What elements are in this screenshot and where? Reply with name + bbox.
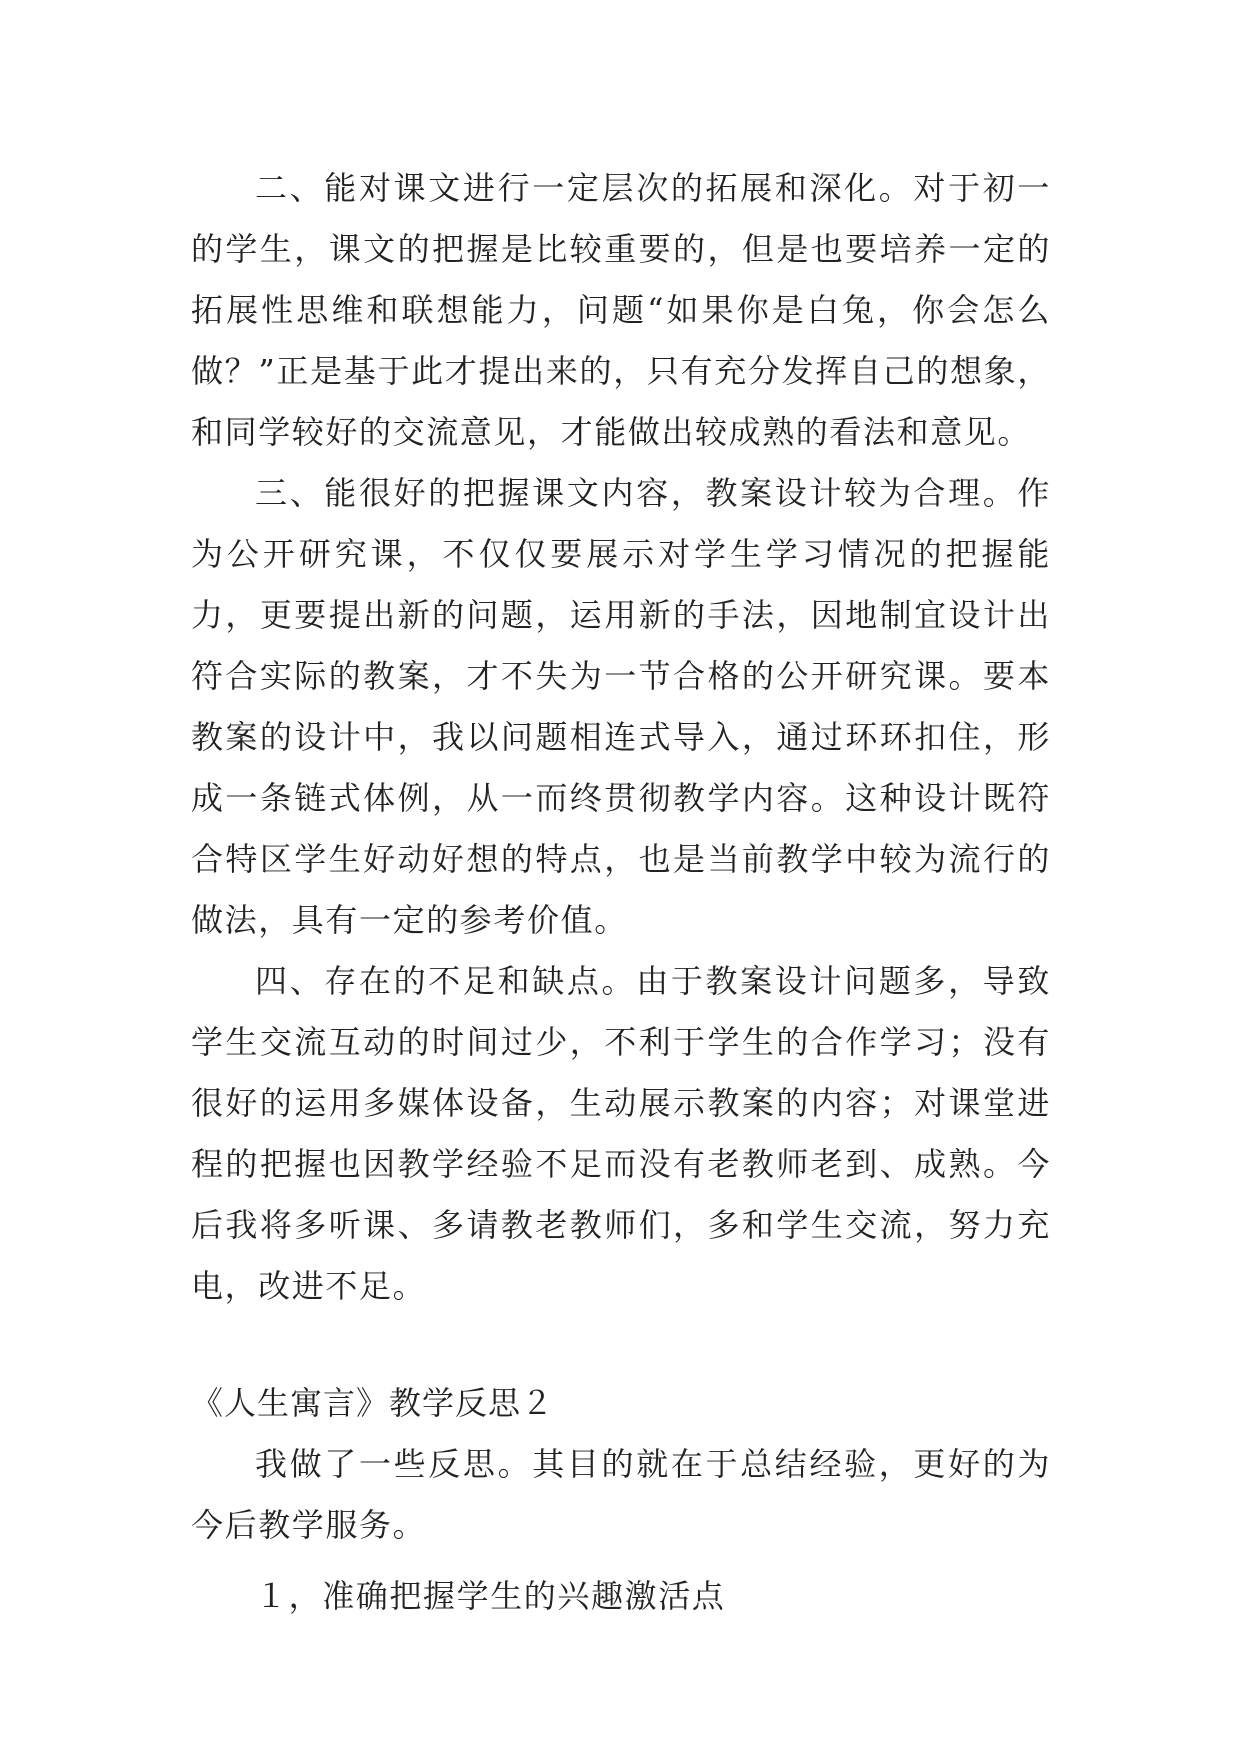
paragraph-reflection-intro: 我做了一些反思。其目的就在于总结经验，更好的为今后教学服务。 bbox=[191, 1445, 1051, 1544]
paragraph-point-1: １，准确把握学生的兴趣激活点 bbox=[255, 1577, 726, 1615]
document-body bbox=[191, 158, 1051, 1627]
paragraph-extension-depth: 二、能对课文进行一定层次的拓展和深化。对于初一的学生，课文的把握是比较重要的，但是也要培养一定的拓展性思维和联想能力，问题“如果你是白兔，你会怎么做？”正是基于此才提出来的，只有充分发挥自己的想象，和同学较好的交流意见，才能做出较成熟的看法和意见。 bbox=[191, 169, 1051, 451]
section-title: 《人生寓言》教学反思２ bbox=[191, 1384, 555, 1422]
paragraph-content-grasp: 三、能很好的把握课文内容，教案设计较为合理。作为公开研究课，不仅仅要展示对学生学习情况的把握能力，更要提出新的问题，运用新的手法，因地制宜设计出符合实际的教案，才不失为一节合格的公开研究课。要本教案的设计中，我以问题相连式导入，通过环环扣住，形成一条链式体例，从一而终贯彻教学内容。这种设计既符合特区学生好动好想的特点，也是当前教学中较为流行的做法，具有一定的参考价值。 bbox=[191, 474, 1051, 939]
item-spacer bbox=[191, 1556, 1051, 1566]
paragraph-shortcomings: 四、存在的不足和缺点。由于教案设计问题多，导致学生交流互动的时间过少，不利于学生的合作学习；没有很好的运用多媒体设备，生动展示教案的内容；对课堂进程的把握也因教学经验不足而没有老教师老到、成熟。今后我将多听课、多请教老教师们，多和学生交流，努力充电，改进不足。 bbox=[191, 962, 1051, 1305]
section-spacer bbox=[191, 1317, 1051, 1373]
